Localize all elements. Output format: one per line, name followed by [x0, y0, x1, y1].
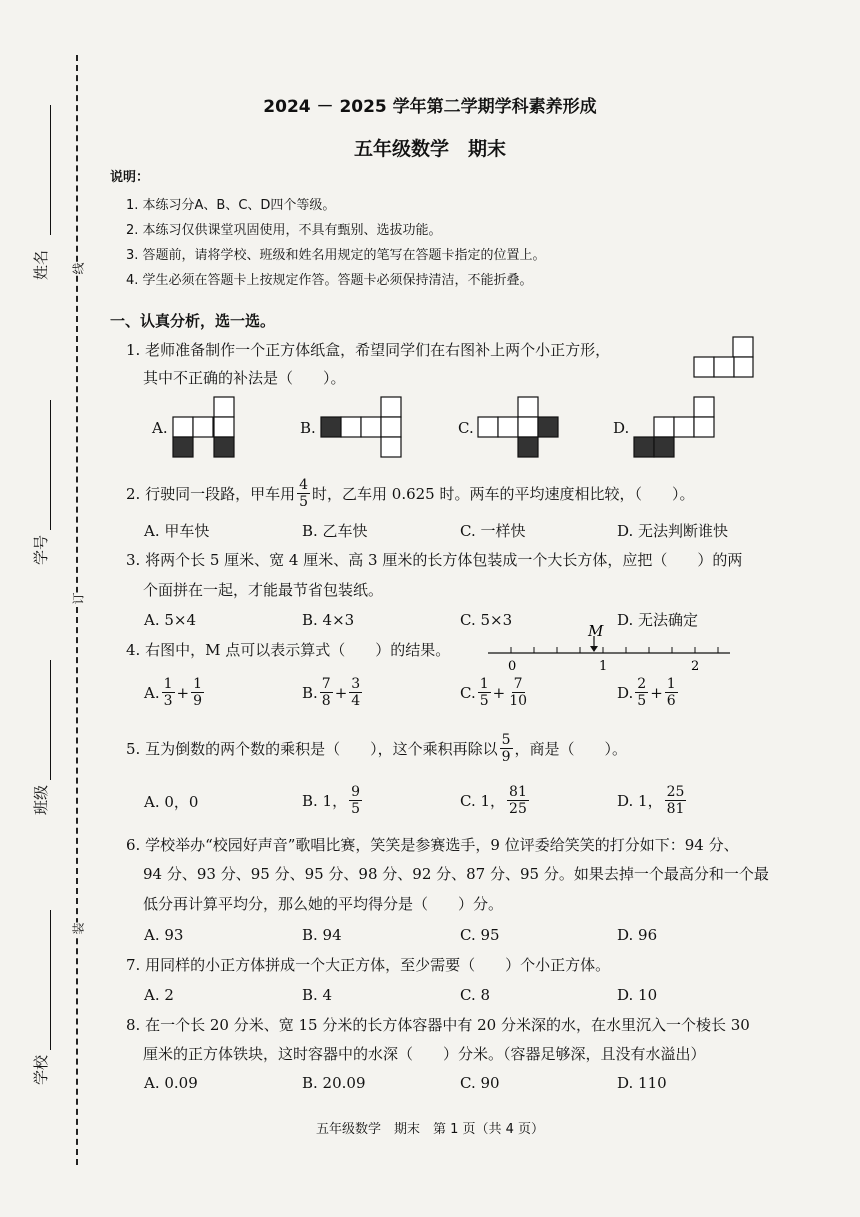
q6-option-b[interactable]: B. 94: [302, 926, 342, 944]
q7-option-a[interactable]: A. 2: [144, 986, 174, 1004]
q6-line1: 6. 学校举办“校园好声音”歌唱比赛，笑笑是参赛选手，9 位评委给笑笑的打分如下：94 分、: [126, 836, 739, 854]
name-label: 姓名: [32, 249, 50, 280]
q7-option-b[interactable]: B. 4: [302, 986, 333, 1004]
q5-text-pre: 5. 互为倒数的两个数的乘积是（ ），这个乘积再除以: [126, 739, 498, 758]
note-item-1: 1. 本练习分A、B、C、D四个等级。: [126, 198, 336, 213]
note-item-4: 4. 学生必须在答题卡上按规定作答。答题卡必须保持清洁，不能折叠。: [126, 273, 533, 288]
q7-option-c[interactable]: C. 8: [460, 986, 491, 1004]
q6-line3: 低分再计算平均分，那么她的平均得分是（ ）分。: [143, 895, 504, 913]
q6-option-d[interactable]: D. 96: [617, 926, 658, 944]
q1-option-a[interactable]: A.: [152, 419, 168, 437]
q4-option-b[interactable]: B. $\frac{7}{8}$ + $\frac{3}{4}$: [302, 676, 361, 709]
q2-question: [126, 477, 695, 510]
q2-text-post: 时，乙车用 0.625 时。两车的平均速度相比较，（ ）。: [312, 484, 695, 503]
q5-option-b[interactable]: B. 1， $\frac{9}{5}$: [302, 784, 361, 817]
q4-m-label: M: [588, 622, 604, 640]
q3-option-c[interactable]: C. 5×3: [460, 611, 513, 629]
student-number-label: 学号: [32, 534, 50, 565]
q2-option-a[interactable]: A. 甲车快: [144, 522, 210, 540]
q2-option-b[interactable]: B. 乙车快: [302, 522, 368, 540]
binding-dashed-line: [76, 55, 78, 1165]
q1-line1: 1. 老师准备制作一个正方体纸盒，希望同学们在右图补上两个小正方形，: [126, 341, 611, 359]
q5-option-d[interactable]: D. 1， $\frac{25}{81}$: [617, 784, 685, 817]
q4-line1: 4. 右图中，M 点可以表示算式（ ）的结果。: [126, 641, 451, 659]
class-line[interactable]: [50, 660, 51, 780]
q5-option-a[interactable]: A. 0，0: [144, 793, 199, 811]
q4-option-d[interactable]: D. $\frac{2}{5}$ + $\frac{1}{6}$: [617, 676, 676, 709]
page-footer: 五年级数学 期末 第 1 页（共 4 页）: [315, 1122, 545, 1137]
q1-option-a-net: [172, 396, 236, 460]
q1-option-c[interactable]: C.: [458, 419, 474, 437]
q1-reference-net: [693, 336, 755, 378]
note-item-2: 2. 本练习仅供课堂巩固使用，不具有甄别、选拔功能。: [126, 223, 442, 238]
q1-option-c-net: [477, 396, 561, 460]
name-line[interactable]: [50, 105, 51, 235]
q4-tick-0: 0: [508, 659, 517, 674]
q1-option-d[interactable]: D.: [613, 419, 630, 437]
q3-line1: 3. 将两个长 5 厘米、宽 4 厘米、高 3 厘米的长方体包装成一个大长方体，应把（ ）的两: [126, 551, 743, 569]
binding-mark-ding: 订: [68, 592, 89, 604]
q7-line1: 7. 用同样的小正方体拼成一个大正方体，至少需要（ ）个小正方体。: [126, 956, 611, 974]
q3-option-b[interactable]: B. 4×3: [302, 611, 355, 629]
q8-option-b[interactable]: B. 20.09: [302, 1074, 366, 1092]
page-title: 2024 － 2025 学年第二学期学科素养形成: [263, 97, 597, 117]
q3-line2: 个面拼在一起，才能最节省包装纸。: [143, 581, 384, 599]
binding-mark-zhuang: 装: [68, 922, 89, 934]
q4-number-line: [484, 622, 734, 674]
q2-option-c[interactable]: C. 一样快: [460, 522, 526, 540]
q3-option-d[interactable]: D. 无法确定: [617, 611, 699, 629]
binding-mark-xian: 线: [68, 262, 89, 274]
q5-option-c[interactable]: C. 1， $\frac{81}{25}$: [460, 784, 527, 817]
q5-question: [126, 732, 627, 765]
q6-option-c[interactable]: C. 95: [460, 926, 500, 944]
q4-tick-2: 2: [691, 659, 700, 674]
q8-option-d[interactable]: D. 110: [617, 1074, 667, 1092]
q1-option-b[interactable]: B.: [300, 419, 316, 437]
q8-line1: 8. 在一个长 20 分米、宽 15 分米的长方体容器中有 20 分米深的水，在水里沉入一个棱长 30: [126, 1016, 750, 1034]
section-heading: 一、认真分析，选一选。: [110, 312, 276, 330]
class-label: 班级: [32, 784, 50, 815]
q5-fraction: $\frac{5}{9}$: [501, 732, 511, 765]
q7-option-d[interactable]: D. 10: [617, 986, 658, 1004]
q4-option-c[interactable]: C. $\frac{1}{5}$ + $\frac{7}{10}$: [460, 676, 528, 709]
q8-option-a[interactable]: A. 0.09: [144, 1074, 198, 1092]
school-line[interactable]: [50, 910, 51, 1050]
q6-line2: 94 分、93 分、95 分、95 分、98 分、92 分、87 分、95 分。如果去掉一个最高分和一个最: [143, 865, 769, 883]
note-item-3: 3. 答题前，请将学校、班级和姓名用规定的笔写在答题卡指定的位置上。: [126, 248, 546, 263]
q2-option-d[interactable]: D. 无法判断谁快: [617, 522, 729, 540]
q8-option-c[interactable]: C. 90: [460, 1074, 500, 1092]
q6-option-a[interactable]: A. 93: [144, 926, 184, 944]
q2-text-pre: 2. 行驶同一段路，甲车用: [126, 484, 296, 503]
student-number-line[interactable]: [50, 400, 51, 530]
q3-option-a[interactable]: A. 5×4: [144, 611, 197, 629]
notes-heading: 说明：: [110, 170, 150, 185]
q1-option-d-net: [633, 396, 717, 460]
page-subtitle: 五年级数学 期末: [353, 138, 506, 160]
q1-line2: 其中不正确的补法是（ ）。: [143, 369, 346, 387]
q2-fraction: $\frac{4}{5}$: [299, 477, 309, 510]
school-label: 学校: [32, 1054, 50, 1085]
q1-option-b-net: [320, 396, 404, 460]
q5-text-post: ，商是（ ）。: [514, 739, 628, 758]
q8-line2: 厘米的正方体铁块，这时容器中的水深（ ）分米。（容器足够深，且没有水溢出）: [143, 1045, 706, 1063]
q4-tick-1: 1: [599, 659, 608, 674]
q4-option-a[interactable]: A. $\frac{1}{3}$ + $\frac{1}{9}$: [144, 676, 203, 709]
